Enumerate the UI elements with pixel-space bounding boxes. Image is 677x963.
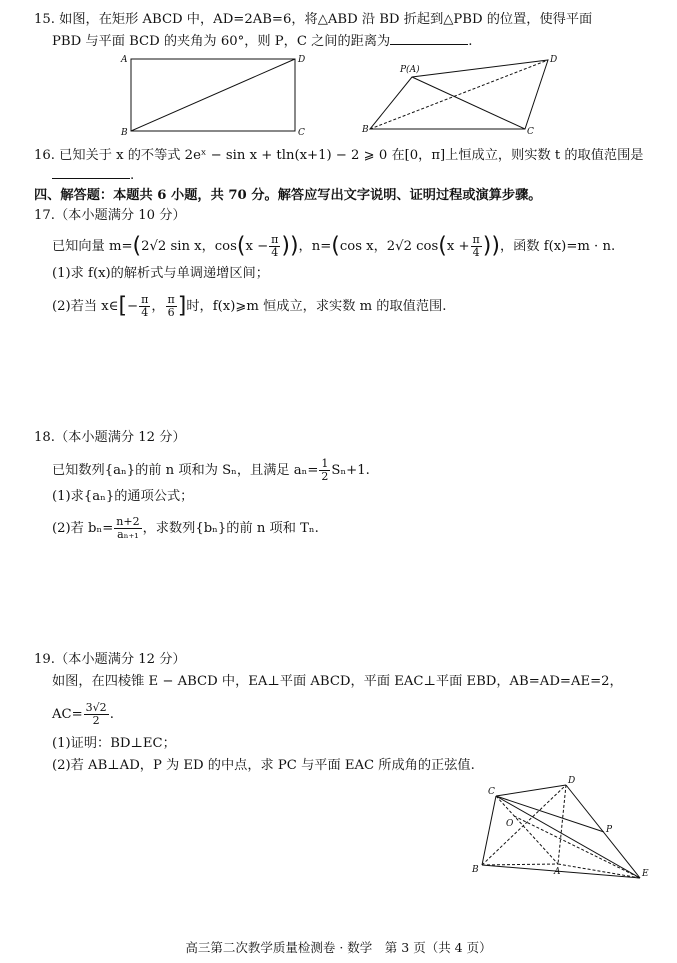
diagonal-bd: [131, 59, 295, 131]
q15-line2: PBD 与平面 BCD 的夹角为 60°，则 P，C 之间的距离为 .: [52, 34, 473, 49]
q17-header: 17.（本小题满分 10 分）: [34, 208, 186, 223]
q19-part1: (1)证明：BD⊥EC；: [52, 736, 176, 751]
q15-rectangle-figure: [120, 52, 310, 137]
q17-part2: (2)若当 x∈[− $\frac{\pi}{4}$ ， $\frac{\pi}{6}$ ]时，f(x)⩾m 恒成立，求实数 m 的取值范围.: [52, 293, 447, 319]
q19-header: 19.（本小题满分 12 分）: [34, 652, 186, 667]
label-a: A: [554, 867, 561, 877]
edge-de: [566, 785, 640, 878]
q17-part1: (1)求 f(x)的解析式与单调递增区间；: [52, 266, 269, 281]
section-title: 四、解答题：本题共 6 小题，共 70 分。解答应写出文字说明、证明过程或演算步骤。: [34, 188, 542, 203]
q17-vectors: 已知向量 m=(2√2 sin x，cos(x − $\frac{\pi}{4}$ ))，n=(cos x，2√2 cos(x + $\frac{\pi}{4}$ ))，函数 f(x)=m · n.: [52, 233, 616, 259]
q15-folded-figure: [360, 52, 560, 137]
label-e: E: [642, 869, 649, 879]
q19-line2: AC= $\frac{3√2}{2}$ .: [52, 701, 114, 727]
label-b: B: [472, 865, 479, 875]
label-d: D: [298, 55, 306, 65]
edge-be: [482, 865, 640, 878]
label-d: D: [550, 55, 558, 65]
q19-part2: (2)若 AB⊥AD，P 为 ED 的中点，求 PC 与平面 EAC 所成角的正弦值.: [52, 758, 475, 773]
label-b: B: [121, 128, 128, 138]
q16-line2: .: [52, 166, 134, 186]
segment-pc: [412, 77, 525, 129]
q18-part1: (1)求{aₙ}的通项公式；: [52, 489, 194, 504]
segment-bd: [370, 60, 548, 129]
q18-header: 18.（本小题满分 12 分）: [34, 430, 186, 445]
q15-answer-blank[interactable]: [390, 32, 468, 45]
label-a: A: [121, 55, 128, 65]
label-o: O: [506, 819, 514, 829]
label-c: C: [527, 127, 534, 137]
q16-line1: 16. 已知关于 x 的不等式 2eˣ − sin x + tln(x+1) − 2 ⩾ 0 在[0，π]上恒成立，则实数 t 的取值范围是: [34, 148, 644, 163]
label-d: D: [568, 776, 576, 786]
q18-part2: (2)若 bₙ= $\frac{n+2}{\text{aₙ₊₁}}$ ，求数列{bₙ}的前 n 项和 Tₙ.: [52, 515, 319, 541]
q19-line1: 如图，在四棱锥 E − ABCD 中，EA⊥平面 ABCD，平面 EAC⊥平面 EBD，AB=AD=AE=2，: [52, 674, 623, 689]
label-p: P: [606, 825, 613, 835]
q15-line1: 15. 如图，在矩形 ABCD 中，AD=2AB=6，将△ABD 沿 BD 折起到△PBD 的位置，使得平面: [34, 12, 593, 27]
label-b: B: [362, 125, 369, 135]
page-footer: 高三第二次教学质量检测卷 · 数学 第 3 页（共 4 页）: [185, 940, 492, 955]
diag-bd: [482, 785, 566, 865]
edge-da: [558, 785, 566, 864]
edge-cb: [482, 796, 496, 865]
q19-pyramid-figure: [468, 772, 658, 884]
label-p: P(A): [400, 65, 420, 75]
q16-answer-blank[interactable]: [52, 166, 130, 179]
q18-given: 已知数列{aₙ}的前 n 项和为 Sₙ，且满足 aₙ= $\frac{1}{2}$ Sₙ+1.: [52, 457, 370, 483]
edge-ba: [482, 864, 558, 865]
label-c: C: [488, 787, 495, 797]
label-c: C: [298, 128, 305, 138]
